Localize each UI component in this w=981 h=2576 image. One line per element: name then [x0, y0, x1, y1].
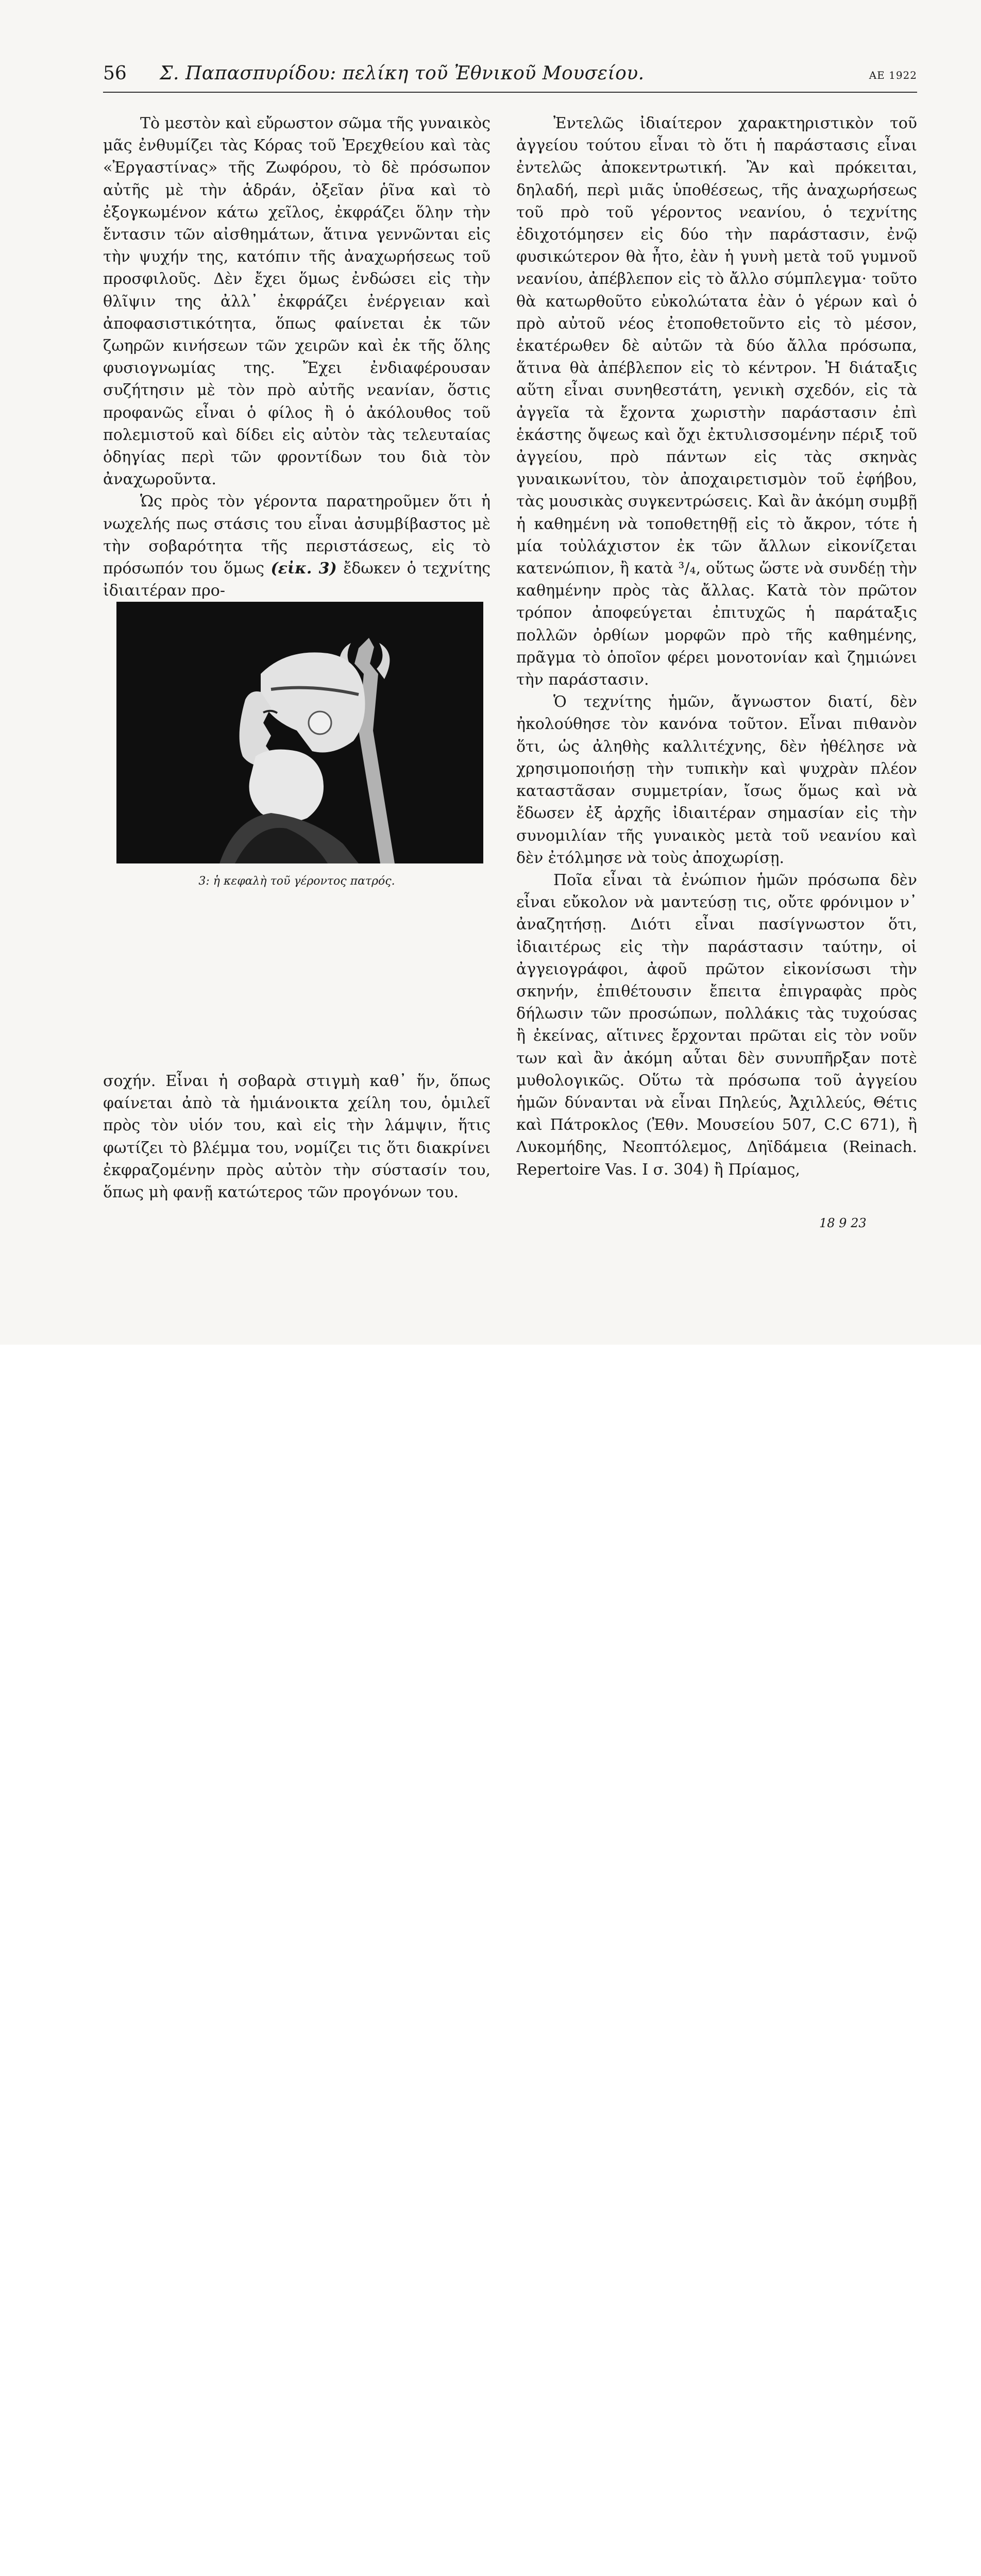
figure-reference[interactable]: (εἰκ. 3): [270, 560, 337, 578]
journal-mark: ΑΕ 1922: [869, 69, 917, 81]
paragraph: Ἐντελῶς ἰδιαίτερον χαρακτηριστικὸν τοῦ ἀγγείου τούτου εἶναι τὸ ὅτι ἡ παράστασις εἶναι ἐντελῶς ἀποκεντρωτική. Ἂν καὶ πρόκειται, δηλαδή, περὶ μιᾶς ὑποθέσεως, τῆς ἀναχωρήσεως τοῦ πρὸ τοῦ γέροντος νεανίου, ὁ τεχνίτης ἐδιχοτόμησεν εἰς δύο τὴν παράστασιν, ἐνῷ φυσικώτερον θὰ ἦτο, ἐὰν ἡ γυνὴ μετὰ τοῦ γυμνοῦ νεανίου, ἀπέβλεπον εἰς τὸ ἄλλο σύμπλεγμα· τοῦτο θὰ κατωρθοῦτο εὐκολώτατα ἐὰν ὁ γέρων καὶ ὁ πρὸ αὐτοῦ νέος ἐτοποθετοῦντο εἰς τὸ μέσον, ἑκατέρωθεν δὲ αὐτῶν τὰ δύο ἄλλα πρόσωπα, ἅτινα θὰ ἀπέβλεπον εἰς τὸ κέντρον. Ἡ διάταξις αὕτη εἶναι συνηθεστάτη, γενικὴ σχεδόν, εἰς τὰ ἀγγεῖα τὰ ἔχοντα χωριστὴν παράστασιν ἐπὶ ἑκάστης ὄψεως καὶ ὄχι ἐκτυλισσομένην πέριξ τοῦ ἀγγείου, πρὸ πάντων εἰς τὰς σκηνὰς γυναικωνίτου, τὸν ἀποχαιρετισμὸν τοῦ ἐφήβου, τὰς μουσικὰς συγκεντρώσεις. Καὶ ἂν ἀκόμη συμβῇ ἡ καθημένη νὰ τοποθετηθῇ εἰς τὸ ἄκρον, τότε ἡ μία τοὐλάχιστον ἐκ τῶν ἄλλων εἰκονίζεται κατενώπιον, ἢ κατὰ ³/₄, οὕτως ὥστε νὰ συνδέῃ τὴν καθημένην πρὸς τὰς ἄλλας. Κατὰ τὸν πρῶτον τρόπον ἀποφεύγεται ἐπιτυχῶς ἡ παράταξις πολλῶν ὀρθίων μορφῶν πρὸ τῆς καθημένης, πρᾶγμα τὸ ὁποῖον φέρει μονοτονίαν καὶ ζημιώνει τὴν παράστασιν.: [516, 114, 917, 689]
handwritten-date: 18 9 23: [819, 1216, 867, 1230]
paragraph-with-figure-ref: [103, 490, 490, 602]
digitization-footer: [0, 1345, 981, 1415]
paragraph: Ποῖα εἶναι τὰ ἐνώπιον ἡμῶν πρόσωπα δὲν εἶναι εὔκολον νὰ μαντεύσῃ τις, οὔτε φρόνιμον ν᾽ ἀναζητήσῃ. Διότι εἶναι πασίγνωστον ὅτι, ἰδιαιτέρως εἰς τὴν παράστασιν ταύτην, οἱ ἀγγειογράφοι, ἀφοῦ πρῶτον εἰκονίσωσι τὴν σκηνήν, ἐπιθέτουσιν ἔπειτα ἐπιγραφὰς πρὸς δήλωσιν τῶν προσώπων, πολλάκις τὰς τυχούσας ἢ ἐκείνας, αἵτινες ἔρχονται πρῶται εἰς τὸν νοῦν των καὶ ἂν ἀκόμη αὗται δὲν συνυπῆρξαν ποτὲ μυθολογικῶς. Οὕτω τὰ πρόσωπα τοῦ ἀγγείου ἡμῶν δύνανται νὰ εἶναι Πηλεύς, Ἀχιλλεύς, Θέτις καὶ Πάτροκλος (Ἐθν. Μουσείου 507, C.C 671), ἢ Λυκομήδης, Νεοπτόλεμος, Δηϊδάμεια (Reinach. Repertoire Vas. I σ. 304) ἢ Πρίαμος,: [516, 871, 917, 1179]
paragraph-text: Ὡς πρὸς τὸν γέροντα παρατηροῦμεν ὅτι ἡ νωχελής πως στάσις του εἶναι ἀσυμβίβαστος μὲ τὴν σοβαρότητα τῆς περιστάσεως, εἰς τὸ πρόσωπόν του ὅμως: [103, 493, 490, 578]
page-number: 56: [103, 63, 127, 84]
right-column: [516, 112, 917, 1181]
paragraph: σοχήν. Εἶναι ἡ σοβαρὰ στιγμὴ καθ᾽ ἥν, ὅπως φαίνεται ἀπὸ τὰ ἡμιάνοικτα χείλη του, ὁμιλεῖ πρὸς τὸν υἱόν του, καὶ εἰς τὴν λάμψιν, ἥτις φωτίζει τὸ βλέμμα του, νομίζει τις ὅτι διακρίνει ἐκφραζομένην πρὸς αὐτὸν τὴν σύστασίν του, ὅπως μὴ φανῇ κατώτερος τῶν προγόνων του.: [103, 1072, 490, 1202]
paragraph: Τὸ μεστὸν καὶ εὔρωστον σῶμα τῆς γυναικὸς μᾶς ἐνθυμίζει τὰς Κόρας τοῦ Ἐρεχθείου καὶ τὰς «Ἐργαστίνας» τῆς Ζωφόρου, τὸ δὲ πρόσωπον αὐτῆς μὲ τὴν ἁδράν, ὀξεῖαν ῥῖνα καὶ τὸ ἐξογκωμένον κάτω χεῖλος, ἐκφράζει ὅλην τὴν ἔντασιν τῶν αἰσθημάτων, ἅτινα γεννῶνται εἰς τὴν ψυχήν της, κατόπιν τῆς ἀναχωρήσεως τοῦ προσφιλοῦς. Δὲν ἔχει ὅμως ἐνδώσει εἰς τὴν θλῖψιν της ἀλλ᾽ ἐκφράζει ἐνέργειαν καὶ ἀποφασιστικότητα, ὅπως φαίνεται ἐκ τῶν ζωηρῶν κινήσεων τῶν χειρῶν καὶ ἐκ τῆς ὅλης φυσιογνωμίας της. Ἔχει ἐνδιαφέρουσαν συζήτησιν μὲ τὸν πρὸ αὐτῆς νεανίαν, ὅστις προφανῶς εἶναι ὁ φίλος ἢ ὁ ἀκόλουθος τοῦ πολεμιστοῦ καὶ δίδει εἰς αὐτὸν τὰς τελευταίας ὁδηγίας περὶ τῶν φροντίδων του διὰ τὸν ἀναχωροῦντα.: [103, 114, 490, 489]
running-title: Σ. Παπασπυρίδου: πελίκη τοῦ Ἐθνικοῦ Μουσείου.: [160, 63, 645, 84]
vase-painting-image: [116, 602, 483, 863]
left-column-bottom: [103, 1070, 490, 1204]
paragraph: Ὁ τεχνίτης ἡμῶν, ἄγνωστον διατί, δὲν ἠκολούθησε τὸν κανόνα τοῦτον. Εἶναι πιθανὸν ὅτι, ὡς ἀληθὴς καλλιτέχνης, δὲν ἠθέλησε νὰ χρησιμοποιήσῃ τὴν τυπικὴν καὶ ψυχρὰν πλέον καταστᾶσαν συμμετρίαν, ἴσως ὅμως καὶ νὰ ἔδωσεν ἐξ ἀρχῆς ἰδιαιτέραν σημασίαν εἰς τὴν συνομιλίαν τῆς γυναικὸς μετὰ τοῦ νεανίου καὶ δὲν ἐτόλμησε νὰ τοὺς ἀποχωρίσῃ.: [516, 693, 917, 867]
figure-caption: 3: ἡ κεφαλὴ τοῦ γέροντος πατρός.: [198, 875, 395, 888]
left-column-top: [103, 112, 490, 602]
figure-old-man-head: [116, 602, 483, 863]
paragraph-text: ἔδωκεν ὁ τεχνίτης ἰδιαιτέραν προ-: [103, 560, 490, 600]
page-header: [103, 63, 917, 89]
header-rule: [103, 92, 917, 93]
